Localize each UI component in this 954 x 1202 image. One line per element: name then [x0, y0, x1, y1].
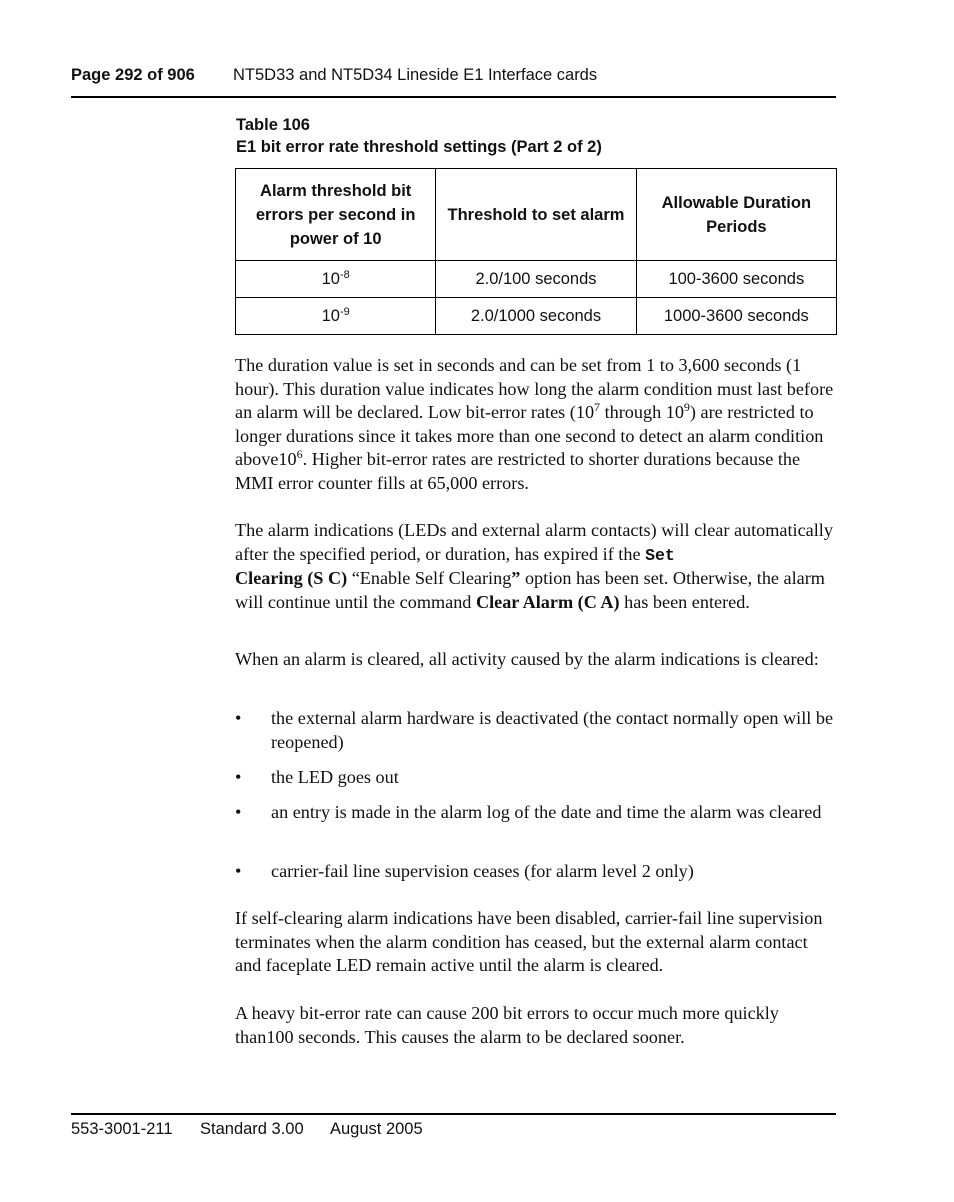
list-item: • the external alarm hardware is deactivated (the contact normally open will be reopened): [235, 708, 834, 752]
heavy-error-rate-paragraph: A heavy bit-error rate can cause 200 bit errors to occur much more quickly than100 seconds. This causes the alarm to be declared sooner.: [235, 1003, 779, 1047]
table-cell-duration: 100-3600 seconds: [636, 261, 836, 298]
table-title: E1 bit error rate threshold settings (Part 2 of 2): [236, 138, 602, 156]
bullet-marker: •: [235, 861, 242, 881]
document-title: NT5D33 and NT5D34 Lineside E1 Interface cards: [233, 66, 598, 84]
table-cell-rate: [236, 298, 436, 335]
bullet-marker: •: [235, 802, 242, 822]
bullet-marker: •: [235, 708, 242, 728]
table-cell-duration: 1000-3600 seconds: [636, 298, 836, 335]
column-header: Allowable Duration Periods: [636, 169, 836, 261]
rate-base: 10: [321, 306, 340, 325]
rate-exponent: -9: [339, 305, 350, 318]
rate-base: 10: [321, 269, 340, 288]
list-item: • the LED goes out: [235, 766, 837, 790]
clear-alarm-command: Clear Alarm (C A): [475, 591, 620, 612]
self-clearing-disabled-paragraph: If self-clearing alarm indications have been disabled, carrier-fail line supervision terminates when the alarm condition has ceased, but the external alarm contact and faceplate LED remain active until the alarm is cleared.: [235, 908, 823, 975]
list-item: • carrier-fail line supervision ceases (for alarm level 2 only): [235, 860, 837, 884]
clearing-paragraph: The alarm indications (LEDs and external alarm contacts) will clear automatically after the specified period, or duration, has expired if the Set Clearing (S C) “Enable Self Clearing” option has been set. Otherwise, the alarm will continue until the command Clear Alarm (C A) has been entered.: [235, 520, 833, 612]
column-header: Alarm threshold bit errors per second in power of 10: [236, 169, 436, 261]
threshold-table: [235, 168, 837, 335]
table-cell-threshold: 2.0/1000 seconds: [436, 298, 636, 335]
table-number: Table 106: [236, 116, 310, 134]
bullet-marker: •: [235, 767, 242, 787]
clearing-command: Clearing (S C): [235, 568, 348, 588]
cleared-intro-paragraph: When an alarm is cleared, all activity caused by the alarm indications is cleared:: [235, 649, 819, 669]
page-footer: [71, 1113, 836, 1138]
set-command: Set: [645, 545, 675, 565]
list-item: • an entry is made in the alarm log of the date and time the alarm was cleared: [235, 801, 837, 825]
page-number: Page 292 of 906: [71, 66, 195, 84]
table-cell-rate: [236, 261, 436, 298]
table-cell-threshold: 2.0/100 seconds: [436, 261, 636, 298]
table-row: [236, 261, 837, 298]
document-number: 553-3001-211: [71, 1120, 173, 1138]
duration-paragraph: The duration value is set in seconds and can be set from 1 to 3,600 seconds (1 hour). This duration value indicates how long the alarm condition must last before an alarm will be declared. Low bit-error rates ($10^7$ through $10^9$) are restricted to longer durations since it takes more than one second to detect an alarm condition $above10^6$. Higher bit-error rates are restricted to shorter durations because the MMI error counter fills at 65,000 errors.: [235, 355, 834, 493]
page-header: [71, 66, 836, 98]
rate-exponent: -8: [339, 268, 350, 281]
table-caption: [236, 114, 602, 158]
standard-version: Standard 3.00: [200, 1120, 304, 1138]
publication-date: August 2005: [330, 1120, 423, 1138]
table-row: [236, 298, 837, 335]
table-header-row: [236, 169, 837, 261]
column-header: Threshold to set alarm: [436, 169, 636, 261]
